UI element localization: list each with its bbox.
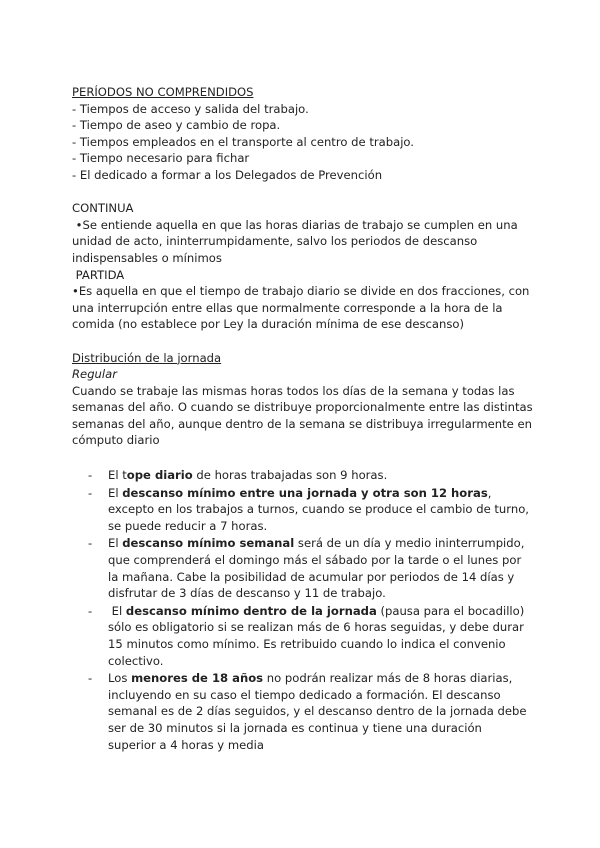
item-text: El <box>108 536 123 551</box>
intro-text-line: Cuando se trabaje las mismas horas todos los días de la semana y todas las <box>72 383 515 398</box>
spacer <box>72 184 532 201</box>
continua-text-line: unidad de acto, ininterrumpidamente, salvo los periodos de descanso <box>72 234 478 249</box>
list-dash: - <box>88 468 93 483</box>
intro-text-line: cómputo diario <box>72 433 160 448</box>
item-text: , excepto en los trabajos a turnos, cuando se produce el cambio de turno, se puede reducir a 7 horas. <box>108 485 529 533</box>
item-text: (pausa para el bocadillo) sólo es obligatorio si se realizan más de 6 horas seguidas, y debe durar 15 minutos como mínimo. Es retribuido cuando lo indica el convenio colectivo. <box>108 603 525 668</box>
partida-text-line: comida (no establece por Ley la duración mínima de ese descanso) <box>72 317 465 332</box>
document-page <box>72 84 532 754</box>
periodos-item: - El dedicado a formar a los Delegados de Prevención <box>72 167 383 182</box>
list-dash: - <box>88 603 93 618</box>
continua-text-line: indispensables o mínimos <box>72 250 222 265</box>
item-text: de horas trabajadas son 9 horas. <box>192 468 388 483</box>
list-item <box>88 467 532 484</box>
periodos-item: - Tiempos empleados en el transporte al centro de trabajo. <box>72 134 414 149</box>
list-item <box>88 485 532 535</box>
list-dash: - <box>88 671 93 686</box>
periodos-item: - Tiempo de aseo y cambio de ropa. <box>72 118 281 133</box>
list-dash: - <box>88 485 93 500</box>
item-text: El <box>108 485 123 500</box>
item-text: El <box>108 603 126 618</box>
periodos-item: - Tiempo necesario para fichar <box>72 151 250 166</box>
section-subtitle-regular: Regular <box>72 367 117 382</box>
section-title-periodos: PERÍODOS NO COMPRENDIDOS <box>72 85 254 99</box>
item-bold-text: ope diario <box>126 468 193 483</box>
item-text: será de un día y medio ininterrumpido, que comprenderá el domingo más el sábado por la tarde o el lunes por la mañana. Cabe la posibilidad de acumular por periodos de 14 días y disfrutar de 3 días de descanso y 11 de trabajo. <box>108 536 525 601</box>
item-bold-text: descanso mínimo dentro de la jornada <box>125 603 377 618</box>
intro-text-line: semanas del año, aunque dentro de la semana se distribuya irregularmente en <box>72 416 532 431</box>
item-text: Los <box>108 671 132 686</box>
periodos-item: - Tiempos de acceso y salida del trabajo. <box>72 101 309 116</box>
continua-text-line: •Se entiende aquella en que las horas diarias de trabajo se cumplen en una <box>72 217 518 232</box>
list-dash: - <box>88 536 93 551</box>
partida-title: PARTIDA <box>72 267 125 282</box>
item-bold-text: menores de 18 años <box>131 671 264 686</box>
intro-text-line: semanas del año. O cuando se distribuye proporcionalmente entre las distintas <box>72 400 533 415</box>
jornada-rules-list <box>88 467 532 753</box>
list-item <box>88 535 532 601</box>
section-title-distribucion: Distribución de la jornada <box>72 350 222 365</box>
spacer <box>72 333 532 350</box>
partida-text-line: una interrupción entre ellas que normalmente corresponde a la hora de la <box>72 300 503 315</box>
spacer <box>72 449 532 467</box>
continua-title: CONTINUA <box>72 201 134 216</box>
list-item <box>88 670 532 753</box>
partida-text-line: •Es aquella en que el tiempo de trabajo diario se divide en dos fracciones, con <box>72 284 530 299</box>
list-item <box>88 603 532 669</box>
item-bold-text: descanso mínimo semanal <box>122 536 295 551</box>
item-text: El t <box>108 468 127 483</box>
item-bold-text: descanso mínimo entre una jornada y otra son 12 horas <box>122 485 488 500</box>
item-text: no podrán realizar más de 8 horas diarias, incluyendo en su caso el tiempo dedicado a formación. El descanso semanal es de 2 días seguidos, y el descanso dentro de la jornada debe ser de 30 minutos si la jornada es continua y tiene una duración superior a 4 horas y media <box>108 671 527 752</box>
